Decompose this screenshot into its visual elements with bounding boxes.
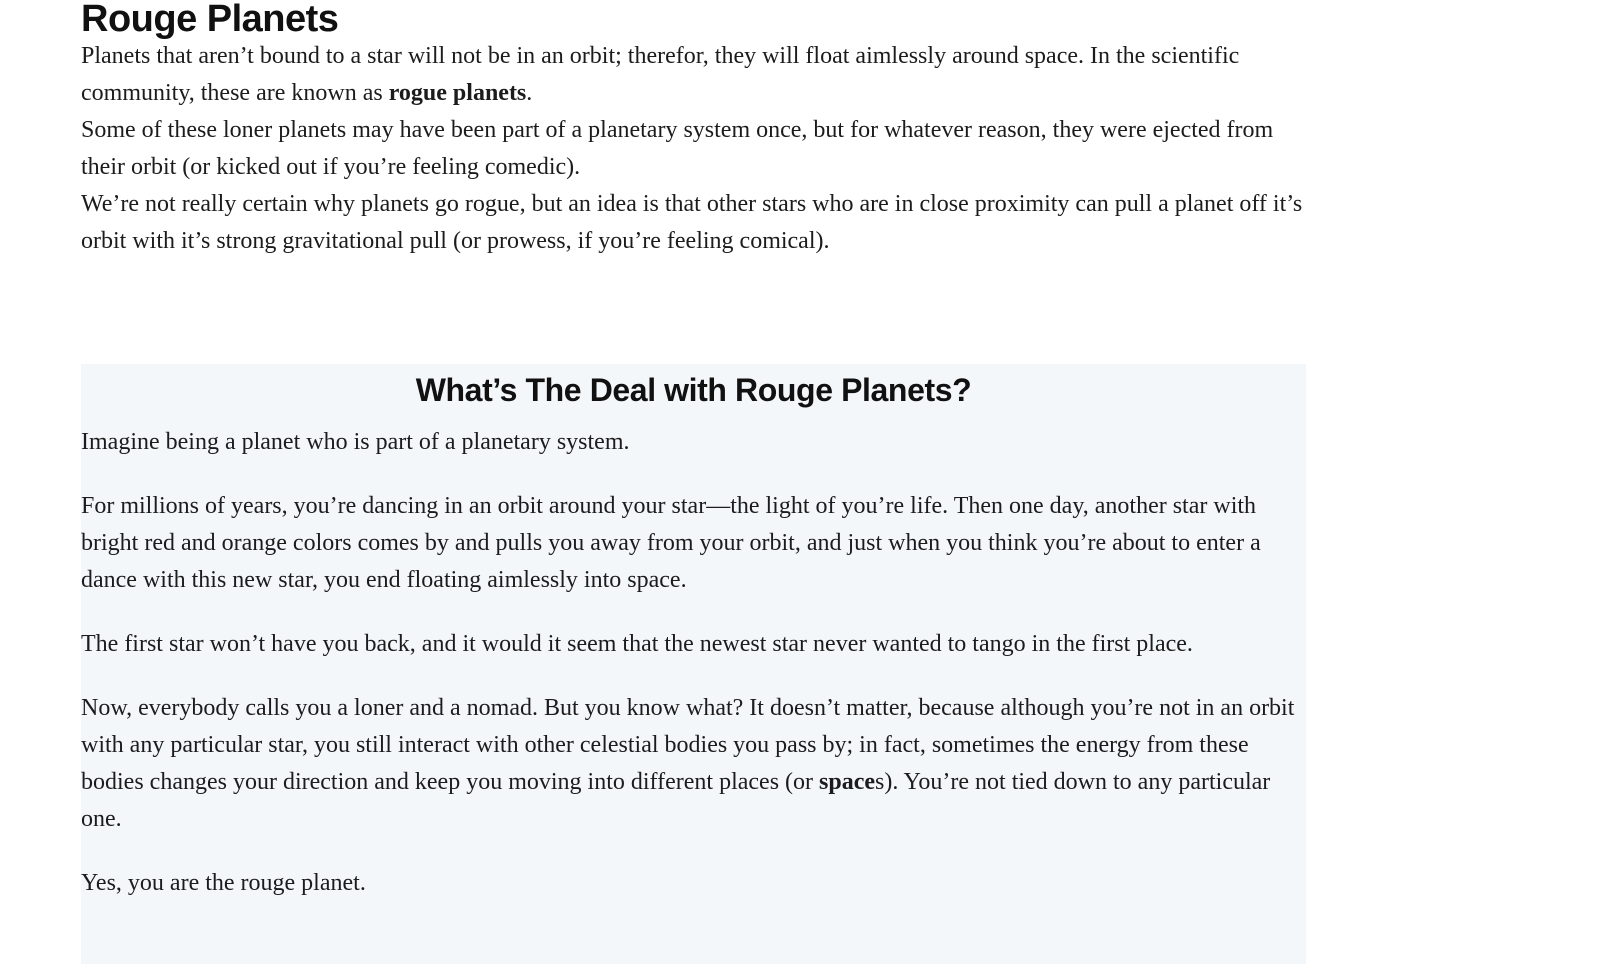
callout-paragraph-1: Imagine being a planet who is part of a planetary system.: [81, 429, 630, 455]
callout-paragraph-4-end: s). You’re not tied down to any particular one.: [81, 769, 1271, 832]
callout-title: What’s The Deal with Rouge Planets?: [415, 372, 972, 408]
callout-paragraph-2: For millions of years, you’re dancing in an orbit around your star—the light of you’re life. Then one day, another star with bright red and orange colors comes by and pulls you away from your orbit, and just when you think you’re about to enter a dance with this new star, you end floating aimlessly into space.: [81, 493, 1261, 593]
spaces-term: space: [819, 769, 876, 795]
intro-paragraph-3: We’re not really certain why planets go rogue, but an idea is that other stars who are in close proximity can pull a planet off it’s orbit with it’s strong gravitational pull (or prowess, if you’re feeling comical).: [81, 191, 1303, 254]
callout-paragraph-4: [81, 690, 1306, 838]
intro-paragraph-1-text: Planets that aren’t bound to a star will not be in an orbit; therefor, they will float aimlessly around space. In the scientific community, these are known as: [81, 43, 1240, 106]
intro-paragraph-1-end: .: [526, 80, 533, 106]
callout-paragraph-4-text: Now, everybody calls you a loner and a nomad. But you know what? It doesn’t matter, because although you’re not in an orbit with any particular star, you still interact with other celestial bodies you pass by; in fact, sometimes the energy from these bodies changes your direction and keep you moving into different places (or: [81, 695, 1295, 795]
intro-paragraph-1: [81, 38, 1306, 112]
callout-paragraph-5: Yes, you are the rouge planet.: [81, 870, 366, 896]
intro-paragraph-2: Some of these loner planets may have been part of a planetary system once, but for whatever reason, they were ejected from their orbit (or kicked out if you’re feeling comedic).: [81, 117, 1274, 180]
article: [81, 0, 1306, 896]
page-title: Rouge Planets: [81, 0, 339, 40]
rogue-planets-term: rogue planets: [388, 80, 527, 106]
callout-paragraph-3: The first star won’t have you back, and it would it seem that the newest star never wanted to tango in the first place.: [81, 631, 1193, 657]
callout-box: [81, 364, 1306, 964]
